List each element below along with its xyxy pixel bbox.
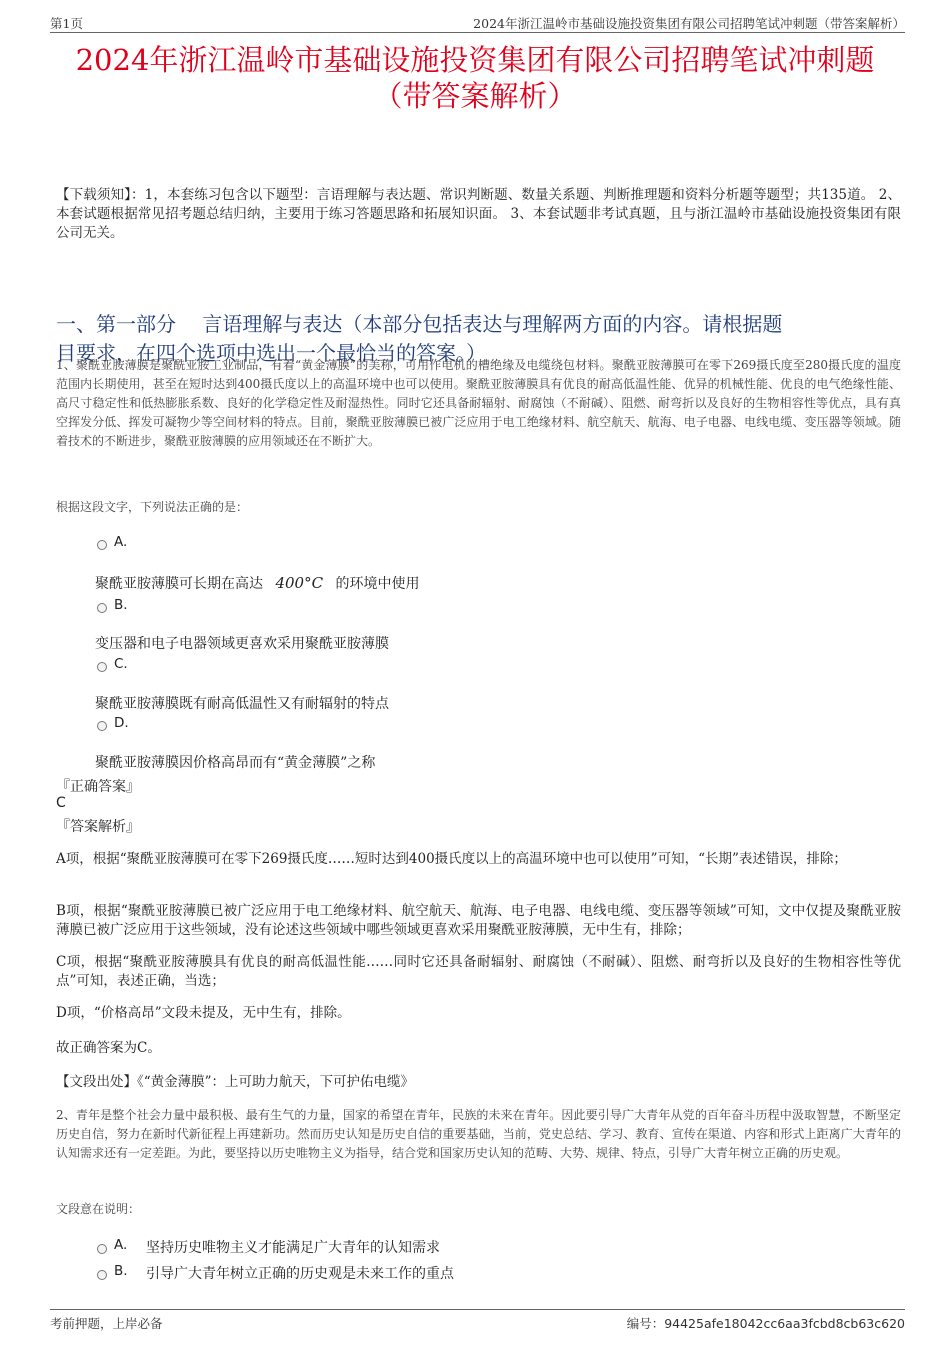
footer-code-value: 94425afe18042cc6aa3fcbd8cb63c620 <box>664 1316 905 1331</box>
option-b-radio[interactable] <box>97 603 107 613</box>
analysis-c: C项，根据“聚酰亚胺薄膜具有优良的耐高低温性能……同时它还具备耐辐射、耐腐蚀（不耐碱）、阻燃、耐弯折以及良好的生物相容性等优点”可知，表述正确，当选； <box>56 954 901 989</box>
analysis-b: B项，根据“聚酰亚胺薄膜已被广泛应用于电工绝缘材料、航空航天、航海、电子电器、电线电缆、变压器等领域”可知，文中仅提及聚酰亚胺薄膜已被广泛应用于这些领域，没有论述这些领域中哪些领域更喜欢采用聚酰亚胺薄膜，无中生有，排除； <box>56 903 901 938</box>
option-d-letter: D. <box>114 715 129 731</box>
option-c-text: 聚酰亚胺薄膜既有耐高低温性又有耐辐射的特点 <box>95 696 389 712</box>
footer-slogan: 考前押题，上岸必备 <box>50 1316 163 1331</box>
footer-code <box>627 1314 905 1332</box>
option-a-text <box>95 573 420 593</box>
q2-option-b-text: 引导广大青年树立正确的历史观是未来工作的重点 <box>146 1266 454 1282</box>
download-notice: 【下载须知】：1，本套练习包含以下题型：言语理解与表达题、常识判断题、数量关系题、判断推理题和资料分析题等题型；共135道。 2、本套试题根据常见招考题总结归纳，主要用于练习答题思路和拓展知识面。 3、本套试题非考试真题，且与浙江温岭市基础设施投资集团有限公司无关。 <box>56 187 901 241</box>
q2-option-b-radio[interactable] <box>97 1270 107 1280</box>
question-1-prompt: 根据这段文字，下列说法正确的是： <box>56 500 249 514</box>
option-a-radio[interactable] <box>97 540 107 550</box>
option-c-letter: C. <box>114 656 128 672</box>
analysis-label: 『答案解析』 <box>56 819 140 835</box>
option-c-radio[interactable] <box>97 662 107 672</box>
section-heading-line-2: 目要求，在四个选项中选出一个最恰当的答案。） <box>56 341 486 365</box>
title-line-1: 2024年浙江温岭市基础设施投资集团有限公司招聘笔试冲刺题 <box>75 43 875 77</box>
running-title: 2024年浙江温岭市基础设施投资集团有限公司招聘笔试冲刺题（带答案解析） <box>473 16 905 31</box>
answer-label: 『正确答案』 <box>56 779 140 795</box>
option-b-text: 变压器和电子电器领域更喜欢采用聚酰亚胺薄膜 <box>95 636 389 652</box>
option-a-letter: A. <box>114 534 128 550</box>
footer-code-label: 编号： <box>626 1316 665 1331</box>
section-heading-line-1: 一、第一部分 言语理解与表达（本部分包括表达与理解两方面的内容。请根据题 <box>56 312 783 336</box>
option-b-letter: B. <box>114 597 128 613</box>
header-rule <box>50 32 905 33</box>
question-2-passage: 2、青年是整个社会力量中最积极、最有生气的力量，国家的希望在青年，民族的未来在青年。因此要引导广大青年从党的百年奋斗历程中汲取智慧，不断坚定历史自信，努力在新时代新征程上再建新功。然而历史认知是历史自信的重要基础，当前，党史总结、学习、教育、宣传在渠道、内容和形式上距离广大青年的认知需求还有一定差距。为此，要坚持以历史唯物主义为指导，结合党和国家历史认知的范畴、大势、规律、特点，引导广大青年树立正确的历史观。 <box>56 1108 901 1160</box>
option-a-math: 400°C <box>275 574 324 592</box>
option-a-text-post: 的环境中使用 <box>335 576 420 592</box>
q2-option-a-text: 坚持历史唯物主义才能满足广大青年的认知需求 <box>146 1240 440 1256</box>
q2-option-a-radio[interactable] <box>97 1244 107 1254</box>
question-1-passage: 1、聚酰亚胺薄膜是聚酰亚胺工业制品，有着“黄金薄膜”的美称，可用作电机的槽绝缘及电缆绕包材料。聚酰亚胺薄膜可在零下269摄氏度至280摄氏度的温度范围内长期使用，甚至在短时达到400摄氏度以上的高温环境中也可以使用。聚酰亚胺薄膜具有优良的耐高低温性能、优异的机械性能、优良的电气绝缘性能、高尺寸稳定性和低热膨胀系数、良好的化学稳定性及耐湿热性。同时它还具备耐辐射、耐腐蚀（不耐碱）、阻燃、耐弯折以及良好的生物相容性等优点，具有真空挥发分低、挥发可凝物少等空间材料的特点。目前，聚酰亚胺薄膜已被广泛应用于电工绝缘材料、航空航天、航海、电子电器、电线电缆、变压器等领域。随着技术的不断进步，聚酰亚胺薄膜的应用领域还在不断扩大。 <box>56 358 901 448</box>
analysis-a: A项，根据“聚酰亚胺薄膜可在零下269摄氏度……短时达到400摄氏度以上的高温环境中也可以使用”可知，“长期”表述错误，排除； <box>56 851 847 867</box>
page-number: 第1页 <box>50 16 83 31</box>
option-d-radio[interactable] <box>97 721 107 731</box>
analysis-conclusion: 故正确答案为C。 <box>56 1040 161 1056</box>
passage-source: 【文段出处】《“黄金薄膜”：上可助力航天，下可护佑电缆》 <box>56 1074 415 1090</box>
analysis-d: D项，“价格高昂”文段未提及，无中生有，排除。 <box>56 1005 351 1021</box>
option-a-text-pre: 聚酰亚胺薄膜可长期在高达 <box>95 576 263 592</box>
question-2-prompt: 文段意在说明： <box>56 1202 141 1216</box>
title-line-2: （带答案解析） <box>373 79 577 113</box>
document-title <box>40 42 910 114</box>
option-d-text: 聚酰亚胺薄膜因价格高昂而有“黄金薄膜”之称 <box>95 755 376 771</box>
footer-rule <box>50 1309 905 1310</box>
q2-option-b-letter: B. <box>114 1263 128 1279</box>
q2-option-a-letter: A. <box>114 1237 128 1253</box>
answer-value: C <box>56 795 66 811</box>
